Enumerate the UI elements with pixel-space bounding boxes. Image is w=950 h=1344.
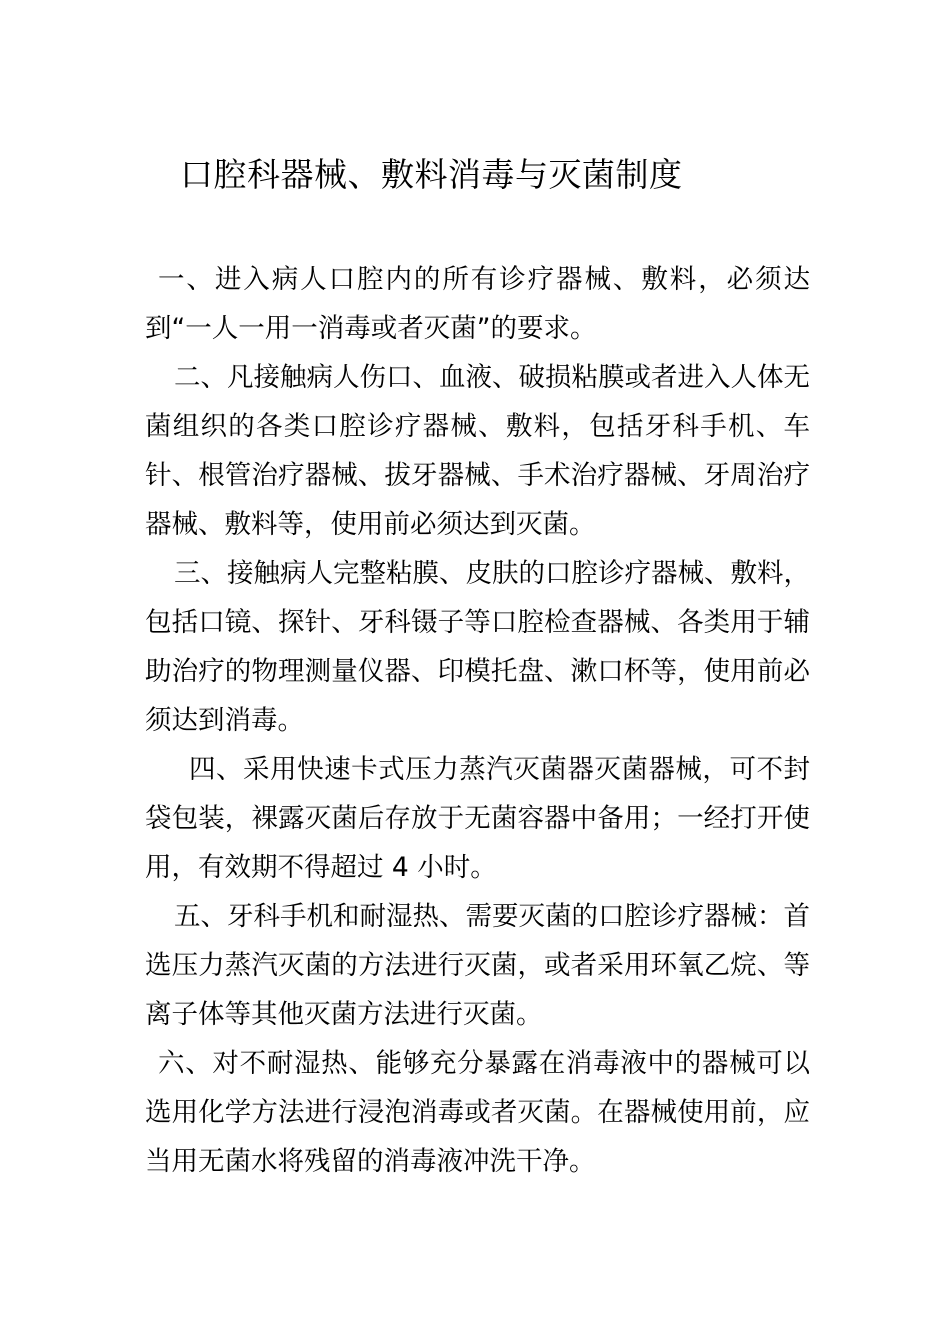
paragraph-4: 四、采用快速卡式压力蒸汽灭菌器灭菌器械，可不封袋包装，裸露灭菌后存放于无菌容器中备用；一经打开使用，有效期不得超过 4 小时。 <box>145 754 810 883</box>
paragraph-5: 五、牙科手机和耐湿热、需要灭菌的口腔诊疗器械：首选压力蒸汽灭菌的方法进行灭菌，或者采用环氧乙烷、等离子体等其他灭菌方法进行灭菌。 <box>145 901 810 1030</box>
document-title: 口腔科器械、敷料消毒与灭菌制度 <box>180 155 683 194</box>
paragraph-2: 二、凡接触病人伤口、血液、破损粘膜或者进入人体无菌组织的各类口腔诊疗器械、敷料，包括牙科手机、车针、根管治疗器械、拔牙器械、手术治疗器械、牙周治疗器械、敷料等，使用前必须达到灭菌。 <box>145 362 810 540</box>
paragraph-3: 三、接触病人完整粘膜、皮肤的口腔诊疗器械、敷料，包括口镜、探针、牙科镊子等口腔检查器械、各类用于辅助治疗的物理测量仪器、印模托盘、漱口杯等，使用前必须达到消毒。 <box>145 558 810 736</box>
document-body <box>145 255 810 1186</box>
paragraph-1: 一、进入病人口腔内的所有诊疗器械、敷料，必须达到“一人一用一消毒或者灭菌”的要求。 <box>145 264 810 344</box>
paragraph-6: 六、对不耐湿热、能够充分暴露在消毒液中的器械可以选用化学方法进行浸泡消毒或者灭菌。在器械使用前，应当用无菌水将残留的消毒液冲洗干净。 <box>145 1048 810 1177</box>
